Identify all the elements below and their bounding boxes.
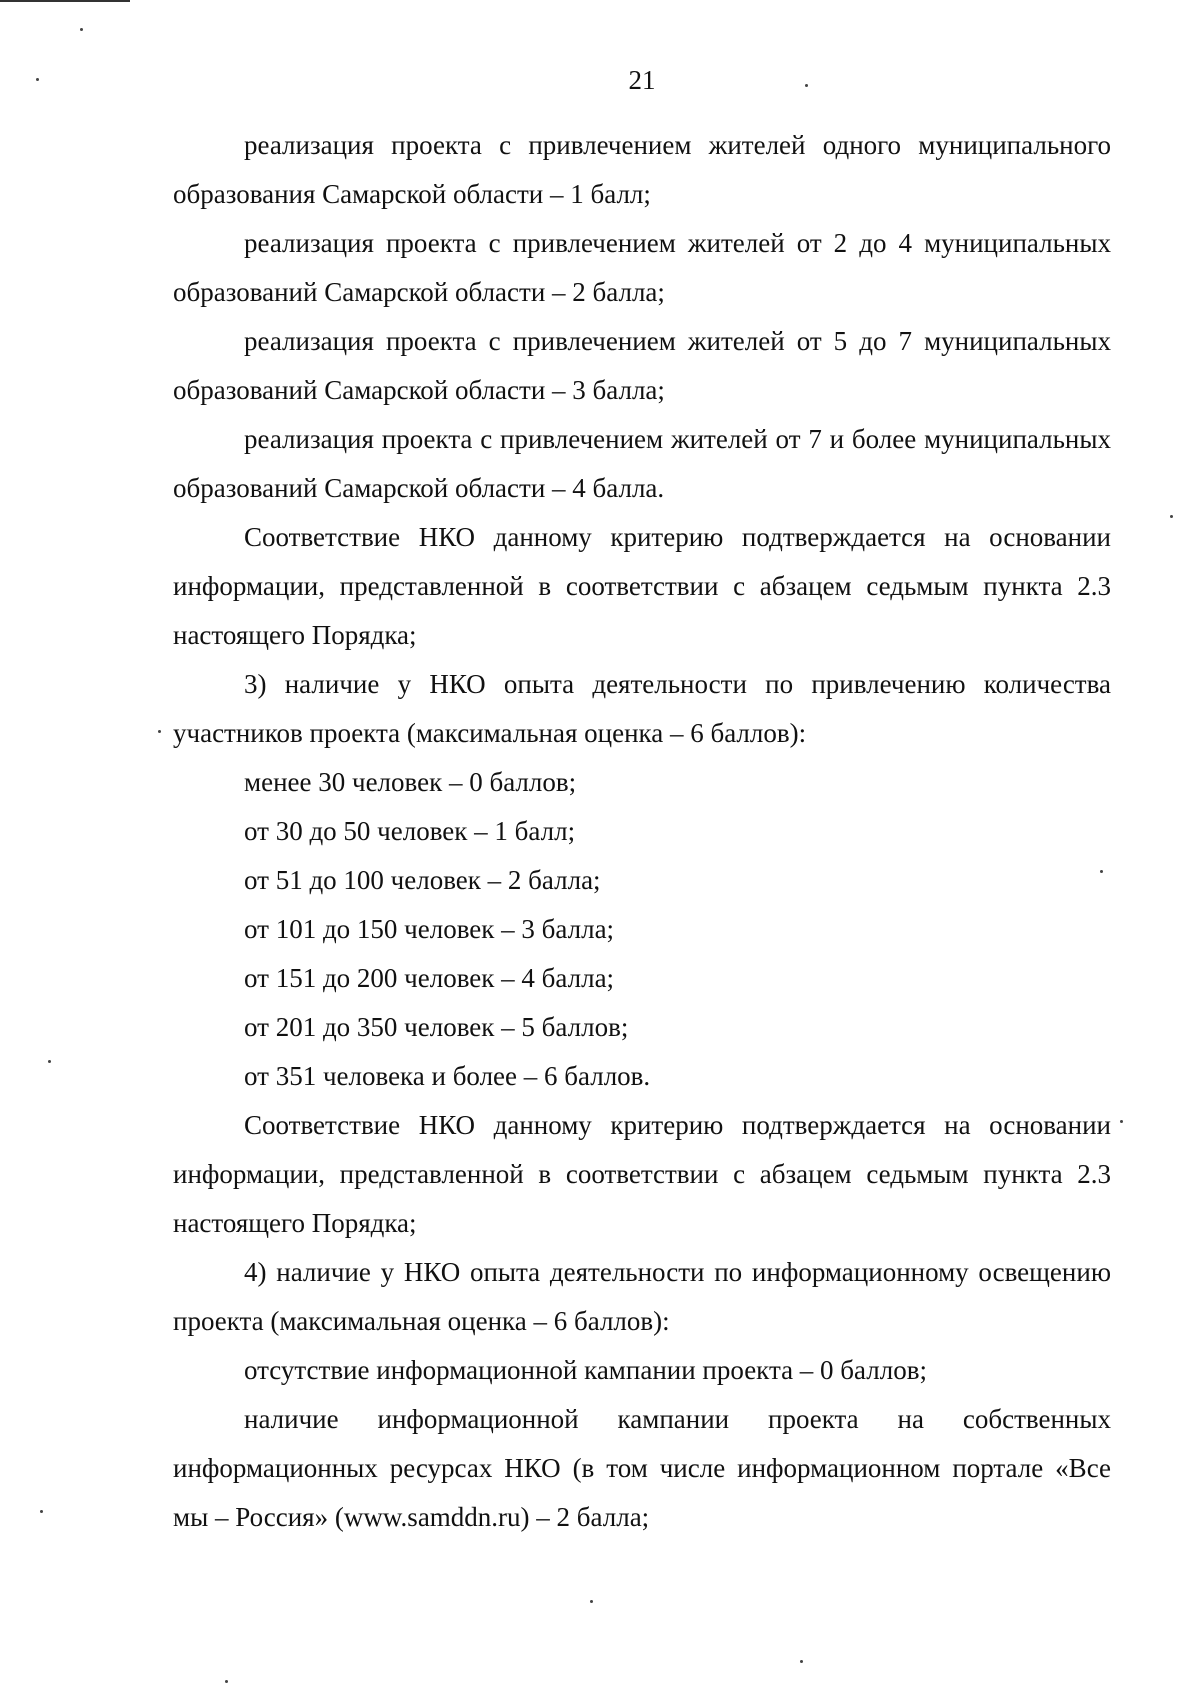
list-item: от 201 до 350 человек – 5 баллов; [244, 1012, 629, 1042]
list-item: от 51 до 100 человек – 2 балла; [244, 865, 601, 895]
paragraph-confirmation-1: Соответствие НКО данному критерию подтверждается на основании информации, представленной в соответствии с абзацем седьмым пункта 2.3 настоящего Порядка; [173, 522, 1111, 650]
list-item: от 351 человека и более – 6 баллов. [244, 1061, 651, 1091]
scan-speck [1100, 870, 1103, 873]
list-item: от 101 до 150 человек – 3 балла; [244, 914, 615, 944]
scan-speck [805, 84, 808, 87]
scan-edge-mark [0, 0, 130, 2]
paragraph-criterion-4-heading: 4) наличие у НКО опыта деятельности по информационному освещению проекта (максимальная оценка – 6 баллов): [173, 1257, 1111, 1336]
scan-speck [158, 730, 161, 733]
scan-speck [48, 1060, 51, 1063]
page-number: 21 [628, 65, 656, 95]
document-body [173, 121, 1111, 1542]
scan-speck [1120, 1120, 1123, 1123]
list-item: менее 30 человек – 0 баллов; [244, 767, 577, 797]
scan-speck [800, 1660, 803, 1663]
paragraph-own-resources-campaign: наличие информационной кампании проекта на собственных информационных ресурсах НКО (в том числе информационном портале «Все мы – Россия» (www.samddn.ru) – 2 балла; [173, 1404, 1111, 1532]
paragraph-criterion-2-4-municipalities: реализация проекта с привлечением жителей от 2 до 4 муниципальных образований Самарской области – 2 балла; [173, 228, 1111, 307]
paragraph-criterion-7-plus-municipalities: реализация проекта с привлечением жителей от 7 и более муниципальных образований Самарской области – 4 балла. [173, 424, 1111, 503]
participants-scale-list [173, 758, 1111, 1101]
paragraph-confirmation-2: Соответствие НКО данному критерию подтверждается на основании информации, представленной в соответствии с абзацем седьмым пункта 2.3 настоящего Порядка; [173, 1110, 1111, 1238]
paragraph-criterion-3-heading: 3) наличие у НКО опыта деятельности по привлечению количества участников проекта (максимальная оценка – 6 баллов): [173, 669, 1111, 748]
paragraph-criterion-one-municipality: реализация проекта с привлечением жителей одного муниципального образования Самарской области – 1 балл; [173, 130, 1111, 209]
paragraph-no-campaign: отсутствие информационной кампании проекта – 0 баллов; [244, 1355, 927, 1385]
paragraph-criterion-5-7-municipalities: реализация проекта с привлечением жителей от 5 до 7 муниципальных образований Самарской области – 3 балла; [173, 326, 1111, 405]
scan-speck [80, 28, 83, 31]
scan-speck [225, 1680, 228, 1683]
list-item: от 30 до 50 человек – 1 балл; [244, 816, 576, 846]
scan-speck [36, 78, 39, 81]
scan-speck [590, 1600, 593, 1603]
scan-speck [40, 1510, 43, 1513]
scan-speck [1170, 515, 1173, 518]
list-item: от 151 до 200 человек – 4 балла; [244, 963, 615, 993]
